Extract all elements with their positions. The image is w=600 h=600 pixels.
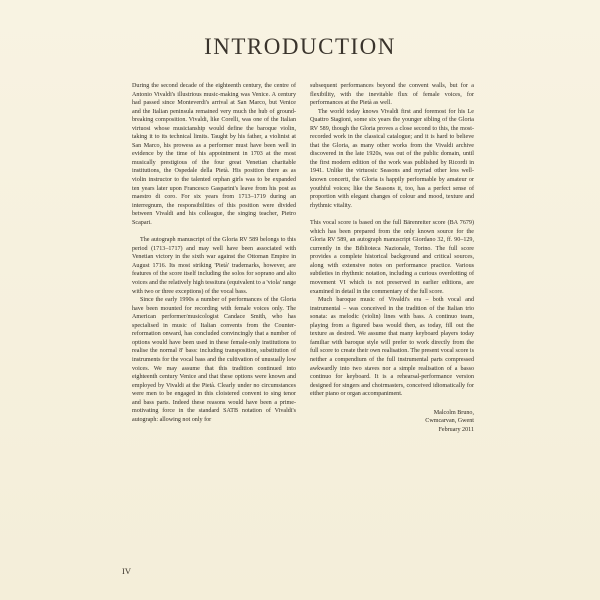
- paragraph: subsequent performances beyond the convent walls, but for a flexibility, with the inevitable flux of female voices, for performances at the Pietà as well.: [310, 83, 474, 107]
- paragraph: This vocal score is based on the full Bärenreiter score (BA 7679) which has been prepared from the only known source for the Gloria RV 589, an autograph manuscript Giordano 32, ff. 90–129, currently in the Biblioteca Nazionale, Torino. The full score provides a complete historical background and critical sources, along with extensive notes on performance practice. Various subtleties in rhythmic notation, including a curious overdotting of movement VI which is not preserved in earlier editions, are examined in detail in the commentary of the full score.: [310, 220, 474, 295]
- signature-place: Cwmcarvan, Gwent: [425, 418, 474, 425]
- paragraph: Since the early 1990s a number of performances of the Gloria have been mounted for recording with female voices only. The American performer/musicologist Candace Smith, who has specialised in music of Italian convents from the Counter-reformation onward, has concluded convincingly that a number of options would have been used in these female-only institutions to realise the normal 8' bass: including transposition, substitution of instruments for the vocal bass and the cultivation of unusually low voices. We may assume that this tradition continued into eighteenth century Venice and that these options were known and employed by Vivaldi at the Pietà. Clearly under no circumstances were men to be engaged in this cloistered convent to sing tenor and bass parts. Indeed these reasons would have been a prime-motivating force in the standard SATB notation of Vivaldi's autograph: allowing not only for: [132, 297, 296, 423]
- paragraph: Much baroque music of Vivaldi's era – both vocal and instrumental – was conceived in the tradition of the Italian trio sonata: as melodic (violin) lines with bass. A continuo team, playing from a figured bass would then, as today, fill out the texture as desired. We assume that many keyboard players today familiar with baroque style will prefer to work directly from the full score to create their own realisation. The present vocal score is neither a compendium of the full instrumental parts compressed awkwardly into two staves nor a simple realisation of a basso continuo for keyboard. It is a rehearsal-performance version designed for singers and choirmasters, conceived idiomatically for either piano or organ accompaniment.: [310, 297, 474, 398]
- signature-name: Malcolm Bruno,: [433, 409, 474, 416]
- paragraph: The world today knows Vivaldi first and foremost for his Le Quattro Stagioni, some six years the younger sibling of the Gloria RV 589, though the Gloria proves a close second to this, the most-recorded work in the classical catalogue; and it is hard to believe that the Gloria, as many other works from the Vivaldi archive discovered in the late 1920s, was out of the public domain, until the first modern edition of the work was published by Ricordi in 1941. Unlike the virtuosic Seasons and myriad other less well-known concerti, the Gloria is happily performable by amateur or youthful voices; like the Seasons it, too, has a perfect sense of proportion with elegant changes of colour and mood, texture and rhythmic vitality.: [310, 108, 474, 209]
- paragraph: The autograph manuscript of the Gloria RV 589 belongs to this period (1713–1717) and may well have been associated with Venetian victory in the sixth war against the Ottoman Empire in August 1716. Its most striking 'Pietà' trademarks, however, are features of the score itself including the solos for soprano and alto voices and the relatively high tessitura (equivalent to a 'viola' range with two or three exceptions) of the vocal bass.: [132, 237, 296, 295]
- paragraph: During the second decade of the eighteenth century, the centre of Antonio Vivaldi's illustrious music-making was Venice. A century had passed since Monteverdi's arrival at San Marco, but Venice and the Italian peninsula remained very much the hub of ground-breaking composition. Vivaldi, like Corelli, was one of the Italian virtuosi whose musicianship would define the baroque violin, taking it to its technical limits. Taught by his father, a violinist at San Marco, his prowess as a performer must have been well in evidence by the time of his appointment in 1703 at the most musically prestigious of the four great Venetian charitable institutions, the Ospedale della Pietà. His position there as as violin instructor to the talented orphan girls was to be expanded ten years later upon Francesco Gasparini's leave from his post as maestro di coro. For six years from 1713–1719 during an interregnum, the responsibilities of this position were divided between Vivaldi and his colleague, the singing teacher, Pietro Scapari.: [132, 83, 296, 226]
- page-number: IV: [122, 566, 131, 576]
- left-column: [132, 82, 296, 582]
- page-title: INTRODUCTION: [204, 34, 396, 59]
- signature-block: [310, 409, 474, 435]
- right-column: [310, 82, 474, 582]
- text-columns: [132, 82, 474, 582]
- signature-date: February 2011: [438, 426, 474, 433]
